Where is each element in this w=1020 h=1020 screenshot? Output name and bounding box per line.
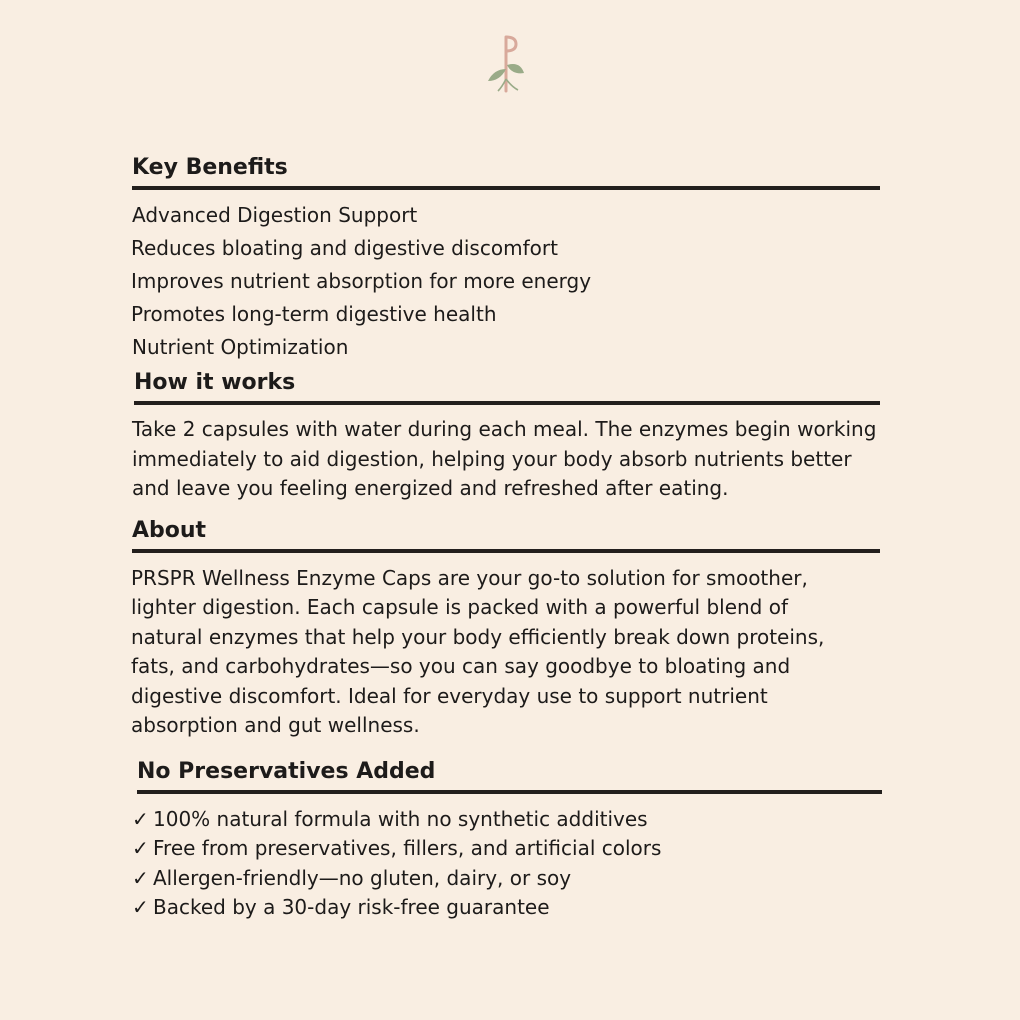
- list-item-text: Backed by a 30-day risk-free guarantee: [153, 895, 550, 919]
- text-line: fats, and carbohydrates—so you can say goodbye to bloating and: [131, 654, 791, 678]
- list-item-text: 100% natural formula with no synthetic additives: [153, 806, 648, 831]
- list-item: Reduces bloating and digestive discomfort: [131, 236, 558, 260]
- text-line: immediately to aid digestion, helping your body absorb nutrients better: [132, 446, 852, 471]
- about-heading: About: [132, 517, 880, 553]
- key-benefits-list: [132, 199, 880, 364]
- text-line: natural enzymes that help your body efficiently break down proteins,: [131, 624, 825, 649]
- list-item: [132, 834, 880, 864]
- list-item: Improves nutrient absorption for more energy: [131, 269, 592, 293]
- no-preservatives-list: [132, 805, 880, 923]
- checkmark-icon: ✓: [132, 806, 149, 831]
- list-item: Advanced Digestion Support: [132, 203, 418, 227]
- text-line: Take 2 capsules with water during each meal. The enzymes begin working: [132, 417, 877, 441]
- text-line: PRSPR Wellness Enzyme Caps are your go-to solution for smoother,: [131, 565, 808, 590]
- key-benefits-heading: Key Benefits: [132, 154, 880, 190]
- text-line: lighter digestion. Each capsule is packed with a powerful blend of: [131, 595, 789, 619]
- product-details: [132, 150, 880, 923]
- sprout-logo-icon: [484, 33, 528, 95]
- list-item: [132, 805, 880, 835]
- about-text: [131, 564, 880, 741]
- list-item: Promotes long-term digestive health: [131, 302, 497, 326]
- checkmark-icon: ✓: [132, 836, 149, 860]
- how-it-works-text: [132, 415, 880, 504]
- list-item: [132, 893, 880, 923]
- text-line: digestive discomfort. Ideal for everyday use to support nutrient: [131, 683, 768, 708]
- how-it-works-heading: How it works: [134, 369, 880, 405]
- list-item-text: Allergen-friendly—no gluten, dairy, or soy: [153, 865, 572, 890]
- no-preservatives-heading: No Preservatives Added: [137, 758, 882, 794]
- checkmark-icon: ✓: [132, 895, 149, 919]
- list-item: [132, 864, 880, 894]
- checkmark-icon: ✓: [132, 865, 149, 890]
- text-line: absorption and gut wellness.: [131, 713, 420, 737]
- list-item-text: Free from preservatives, fillers, and artificial colors: [153, 836, 662, 860]
- list-item: Nutrient Optimization: [132, 335, 349, 359]
- text-line: and leave you feeling energized and refreshed after eating.: [132, 476, 729, 500]
